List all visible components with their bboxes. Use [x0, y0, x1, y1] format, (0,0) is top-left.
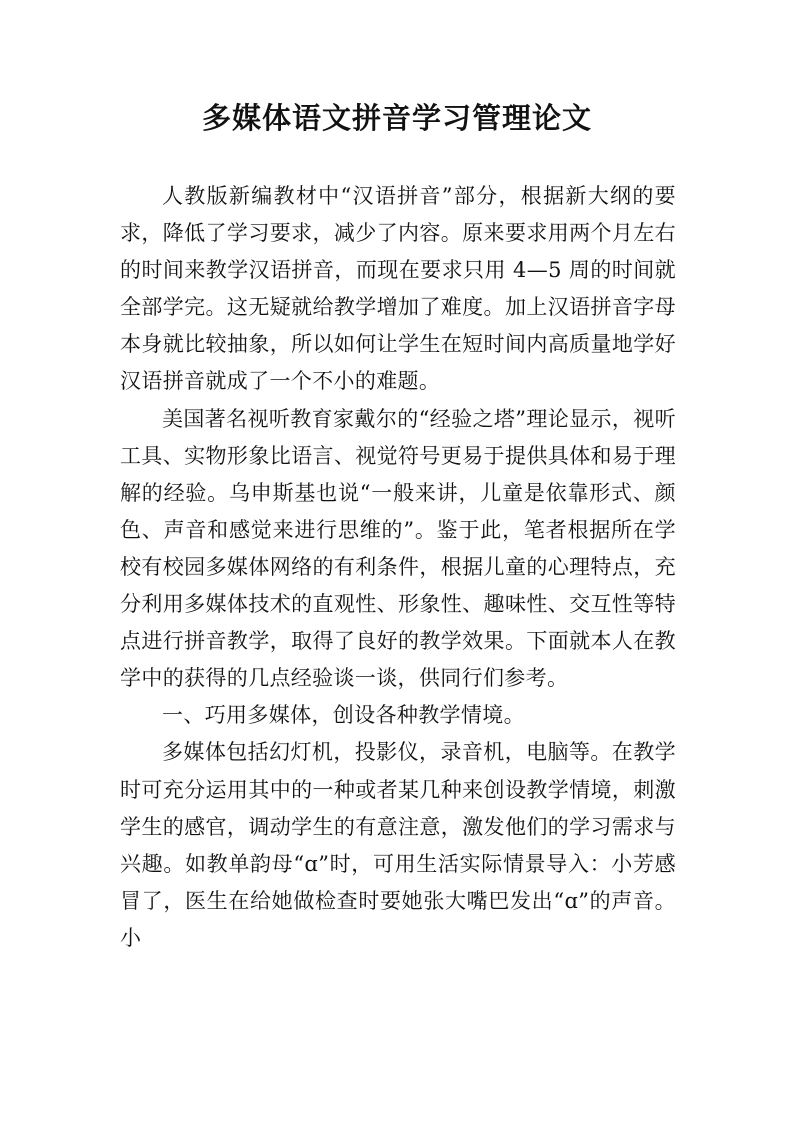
- paragraph-dale-theory: 美国著名视听教育家戴尔的“经验之塔”理论显示，视听工具、实物形象比语言、视觉符号更易于提供具体和易于理解的经验。乌申斯基也说“一般来讲，儿童是依靠形式、颜色、声音和感觉来进行思维的”。鉴于此，笔者根据所在学校有校园多媒体网络的有利条件，根据儿童的心理特点，充分利用多媒体技术的直观性、形象性、趣味性、交互性等特点进行拼音教学，取得了良好的教学效果。下面就本人在教学中的获得的几点经验谈一谈，供同行们参考。: [120, 406, 676, 691]
- paragraph-multimedia: 多媒体包括幻灯机，投影仪，录音机，电脑等。在教学时可充分运用其中的一种或者某几种来创设教学情境，刺激学生的感官，调动学生的有意注意，激发他们的学习需求与兴趣。如教单韵母“ɑ”时，可用生活实际情景导入：小芳感冒了，医生在给她做检查时要她张大嘴巴发出“ɑ”的声音。小: [120, 740, 676, 950]
- section-heading-1: 一、巧用多媒体，创设各种教学情境。: [162, 703, 525, 728]
- paragraph-intro: 人教版新编教材中“汉语拼音”部分，根据新大纲的要求，降低了学习要求，减少了内容。原来要求用两个月左右的时间来教学汉语拼音，而现在要求只用 4—5 周的时间就全部学完。这无疑就给教学增加了难度。加上汉语拼音字母本身就比较抽象，所以如何让学生在短时间内高质量地学好汉语拼音就成了一个不小的难题。: [120, 184, 676, 394]
- document-title: 多媒体语文拼音学习管理论文: [201, 101, 592, 135]
- document-body: [120, 178, 676, 957]
